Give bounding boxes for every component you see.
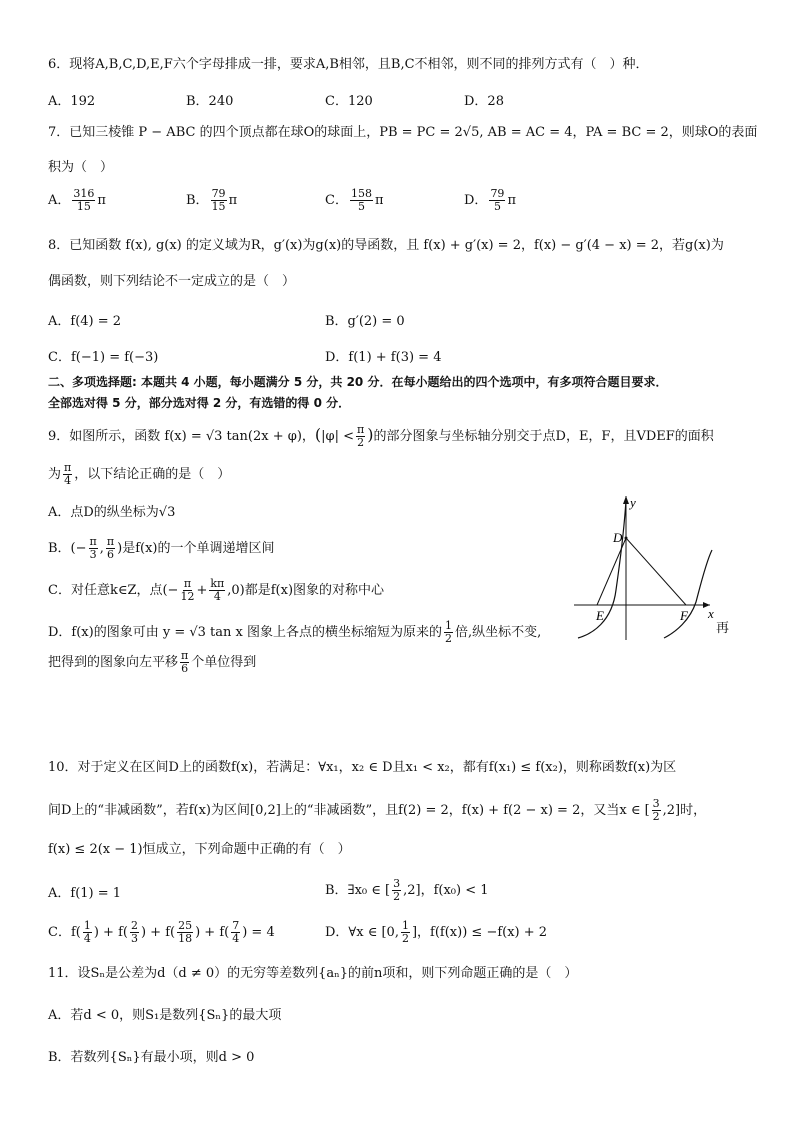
point-d [625,537,628,540]
q8-option-a: A．f(4) = 2 [48,314,122,329]
q6-stem: 6．现将A,B,C,D,E,F六个字母排成一排，要求A,B相邻，且B,C不相邻，则不同的排列方式有（ ）种． [48,57,649,72]
x-axis-label: x [708,606,714,621]
q7-option-a: A． $\frac{316}{15}$ π [48,187,106,214]
q10-option-a: A．f(1) = 1 [48,886,122,901]
q10-stem-2: 间D上的“非减函数”，若f(x)为区间[0,2]上的“非减函数”，且f(2) = 2，f(x) + f(2 − x) = 2，又当x ∈ [ $\frac{3}{2}$ ,2]时， [48,797,707,824]
q8-option-b: B．g′(2) = 0 [325,314,405,329]
q7-option-c: C． $\frac{158}{5}$ π [325,187,384,214]
q9-option-d-continuation: 再 [716,621,730,636]
q8-stem-1: 8．已知函数 f(x), g(x) 的定义域为R，g′(x)为g(x)的导函数，且 f(x) + g′(x) = 2，f(x) − g′(4 − x) = 2，若g(x)为 [48,238,724,253]
q6-option-a: A．192 [48,94,96,109]
q9-option-a: A．点D的纵坐标为√3 [48,505,176,520]
q10-option-c: C．f( $\frac{1}{4}$ ) + f( $\frac{2}{3}$ ) + f( $\frac{25}{18}$ ) + f( $\frac{7}{4}$ ) = 4 [48,919,275,946]
segment-ed [597,538,626,605]
section-2-scoring: 全部选对得 5 分，部分选对得 2 分，有选错的得 0 分． [48,396,351,410]
q11-stem: 11．设Sₙ是公差为d（d ≠ 0）的无穷等差数列{aₙ}的前n项和，则下列命题正确的是（ ） [48,966,578,981]
q10-option-b: B．∃x₀ ∈ [ $\frac{3}{2}$ ,2]，f(x₀) < 1 [325,877,489,904]
q7-stem-1: 7．已知三棱锥 P − ABC 的四个顶点都在球O的球面上，PB = PC = 2√5, AB = AC = 4，PA = BC = 2，则球O的表面 [48,125,758,140]
point-e-label: E [596,608,604,623]
point-d-label: D [613,530,623,545]
q7-option-b: B． $\frac{79}{15}$ π [186,187,238,214]
segment-df [626,538,686,605]
q6-option-d: D．28 [464,94,504,109]
q9-option-c: C．对任意k∈Z，点(− $\frac{\pi}{12}$ + $\frac{k\pi}{4}$ ,0)都是f(x)图象的对称中心 [48,577,385,604]
q10-stem-1: 10．对于定义在区间D上的函数f(x)，若满足：∀x₁，x₂ ∈ D且x₁ < x₂，都有f(x₁) ≤ f(x₂)，则称函数f(x)为区 [48,760,677,775]
q11-option-a: A．若d < 0，则S₁是数列{Sₙ}的最大项 [48,1008,282,1023]
point-f-label: F [680,608,688,623]
y-axis-label: y [630,495,636,510]
q10-option-d: D．∀x ∈ [0, $\frac{1}{2}$ ]，f(f(x)) ≤ −f(x) + 2 [325,919,548,946]
tan-branch-right [664,550,712,638]
q9-stem-1: 9．如图所示，函数 f(x) = √3 tan(2x + φ)，(|φ| < $\frac{\pi}{2}$ )的部分图象与坐标轴分别交于点D，E，F，且VDEF的面积 [48,423,714,450]
q9-stem-2: 为 $\frac{\pi}{4}$ ，以下结论正确的是（ ） [48,461,231,488]
q6-option-c: C．120 [325,94,373,109]
q8-stem-2: 偶函数，则下列结论不一定成立的是（ ） [48,274,296,289]
q9-option-d-line-2: 把得到的图象向左平移 $\frac{\pi}{6}$ 个单位得到 [48,649,257,676]
q7-option-d: D． $\frac{79}{5}$ π [464,187,516,214]
q8-option-d: D．f(1) + f(3) = 4 [325,350,442,365]
section-2-heading: 二、多项选择题: 本题共 4 小题，每小题满分 5 分，共 20 分．在每小题给出的四个选项中，有多项符合题目要求． [48,375,668,389]
q9-option-b: B．(− $\frac{\pi}{3}$ , $\frac{\pi}{6}$ )是f(x)的一个单调递增区间 [48,535,275,562]
q8-option-c: C．f(−1) = f(−3) [48,350,159,365]
q9-tangent-graph-figure [572,492,722,642]
q11-option-b: B．若数列{Sₙ}有最小项，则d > 0 [48,1050,255,1065]
q6-option-b: B．240 [186,94,234,109]
q7-stem-2: 积为（ ） [48,160,114,175]
q10-stem-3: f(x) ≤ 2(x − 1)恒成立，下列命题中正确的有（ ） [48,842,351,857]
q9-option-d-line-1: D．f(x)的图象可由 y = √3 tan x 图象上各点的横坐标缩短为原来的 $\frac{1}{2}$ 倍,纵坐标不变, [48,619,542,646]
